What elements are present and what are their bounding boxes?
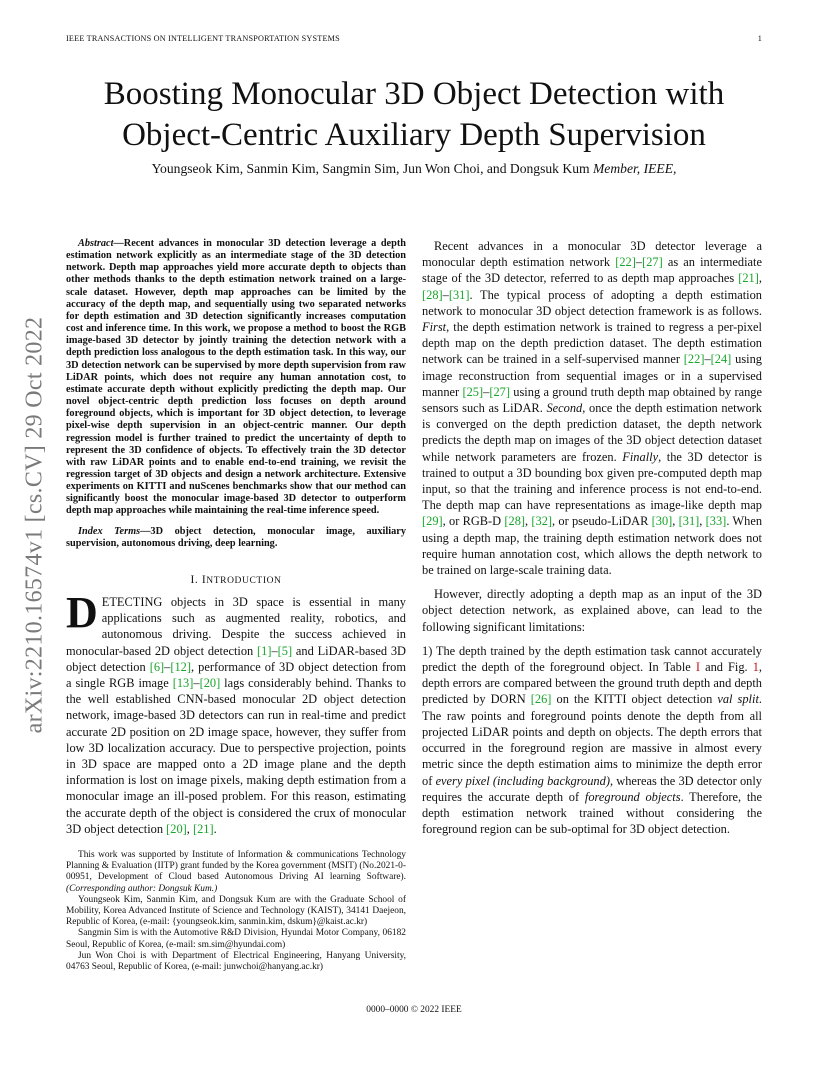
text-run: – [483,384,490,399]
text-run: – [271,643,278,658]
text-run: . The raw points and foreground points denote the depth from all projected LiDAR points and depth on objects. The depth errors that occurred in the foreground region are massive in almost every metric since the depth estimation aims to minimize the depth error of [422,692,762,788]
citation-link[interactable]: [25] [462,384,484,399]
text-run: , performance of 3D object detection from a single RGB image [66,659,406,690]
intro-paragraph-3: However, directly adopting a depth map as an input of the 3D object detection network, as explained above, can lead to the following significant limitations: [422,587,762,634]
text-run: , [758,271,762,286]
citation-link[interactable]: [30] [651,514,673,529]
paper-title [40,74,788,156]
citation-link[interactable]: [13] [172,675,194,690]
copyright-notice: 0000–0000 © 2022 IEEE [366,1005,462,1015]
drop-cap: D [66,587,98,637]
author-names: Youngseok Kim, Sanmin Kim, Sangmin Sim, Jun Won Choi, and Dongsuk Kum [151,161,590,176]
text-run: , depth errors are compared between the ground truth depth and depth predicted by DORN [422,660,763,707]
citation-link[interactable]: [29] [422,514,443,529]
running-head [66,34,762,46]
text-run: . When using a depth map, the training depth estimation network does not require human annotation cost, which allows the depth network to be trained on large-scale training data. [422,514,763,578]
right-column [422,238,762,837]
text-run: Recent advances in a monocular 3D detector leverage a monocular depth estimation network [422,239,762,270]
citation-link[interactable]: [20] [166,821,187,836]
corresponding-author-note: (Corresponding author: Dongsuk Kum.) [66,883,218,894]
text-run: , [672,514,679,529]
text-run: lags considerably behind. Thanks to the well established CNN-based monocular 2D object detection network, image-based 3D detectors can run in real-time and predict accurate 2D position on 2D image space, however, they suffer from low 3D localization accuracy. Due to perspective projection, points in 3D space are mapped onto a 2D image plane and the depth information is lost on image pixels, making depth estimation from a monocular image an ill-posed problem. For this reason, estimating the accurate depth of the object is considered the crux of monocular 3D object detection [66,675,406,836]
section-title-rest: NTRODUCTION [206,575,282,586]
abstract-text: —Recent advances in monocular 3D detection leverage a depth estimation network explicitly as an intermediate stage of the 3D detection network. Depth map approaches yield more accurate depth to objects than other methods thanks to the depth estimation network trained on a large-scale dataset. However, depth map approaches can be limited by the accuracy of the depth map, and sequentially using two separated networks for depth estimation and 3D detection significantly increases computation cost and inference time. In this work, we propose a method to boost the RGB image-based 3D detector by jointly training the detection network with a depth prediction loss analogous to the depth estimation task. In this way, our 3D detection network can be supervised by more depth supervision from raw LiDAR points, which does not require any human annotation cost, to estimate accurate depth without explicitly predicting the depth map. Our novel object-centric depth prediction loss focuses on depth around foreground objects, which is important for 3D object detection, to leverage pixel-wise depth supervision in an object-centric manner. Our depth regression model is further trained to predict the uncertainty of depth to represent the 3D confidence of objects. To effectively train the 3D detector with raw LiDAR points and to enable end-to-end training, we revisit the regression target of 3D objects and design a network architecture. Extensive experiments on KITTI and nuScenes benchmarks show that our method can significantly boost the monocular image-based 3D detector to outperform depth map approaches while maintaining the real-time inference speed. [66,238,406,517]
text-run: . The typical process of adopting a depth estimation network to monocular 3D object detection framework is as follows. [422,287,762,318]
author-list [40,161,788,177]
citation-link[interactable]: [28] [504,514,526,529]
abstract [66,238,406,518]
citation-link[interactable]: [32] [531,514,553,529]
text-run: , [186,821,193,836]
text-run: . [213,821,217,836]
intro-paragraph-2 [422,238,762,578]
citation-link[interactable]: [22] [615,255,636,270]
text-run: and Fig. [700,660,753,675]
text-run: . Therefore, the depth estimation network trained without considering the foreground region can be sub-optimal for 3D object detection. [422,789,762,837]
text-run: , [525,514,532,529]
citation-link[interactable]: [20] [199,675,221,690]
citation-link[interactable]: [28] [422,287,443,302]
citation-link[interactable]: [6] [149,659,165,674]
left-column [66,238,406,837]
citation-link[interactable]: [21] [192,821,214,836]
text-run: – [704,352,711,367]
footnotes [66,850,406,973]
abstract-lead: Abstract [78,238,114,249]
figure-reference-link[interactable]: 1 [752,660,759,675]
citation-link[interactable]: [1] [257,643,272,658]
title-line-1: Boosting Monocular 3D Object Detection with [103,76,725,112]
arxiv-sidebar [20,290,50,760]
footnote-affiliation-hanyang: Jun Won Choi is with Department of Electrical Engineering, Hanyang University, 04763 Seoul, Republic of Korea, (e-mail: junwchoi@hanyang.ac.kr) [66,950,406,973]
citation-link[interactable]: [27] [642,255,663,270]
index-terms-text: —3D object detection, monocular image, auxiliary supervision, autonomous driving, deep learning. [66,525,406,549]
page-number: 1 [757,34,762,43]
journal-name: IEEE TRANSACTIONS ON INTELLIGENT TRANSPORTATION SYSTEMS [66,34,340,43]
author-membership: Member, IEEE, [592,161,677,176]
text-run: ETECTING objects in 3D space is essential in many applications such as augmented reality, robotics, and autonomous driving. Despite the success achieved in monocular-based 2D object detection [66,594,406,658]
emphasis: foreground objects [584,789,681,804]
index-terms-lead: Index Terms [78,525,141,537]
emphasis: First [422,320,447,335]
emphasis: every pixel (including background) [435,773,610,788]
text-run: – [442,287,449,302]
text-run: – [193,675,200,690]
section-numeral: I. [190,573,202,586]
text-run: , the 3D detector is trained to output a 3D bounding box given pre-computed depth map input, so that the training and inference process is not end-to-end. The depth map can have representations as image-like depth map [422,449,762,513]
index-terms [66,526,406,550]
text-run: , the depth estimation network is trained to regress a per-pixel depth map on the depth prediction dataset. The depth estimation network can be trained in a self-supervised manner [422,320,762,367]
citation-link[interactable]: [27] [489,384,510,399]
citation-link[interactable]: [33] [705,514,727,529]
citation-link[interactable]: [12] [170,659,192,674]
text-run: and LiDAR-based 3D object detection [66,643,406,674]
citation-link[interactable]: [22] [683,352,705,367]
text-run: as an intermediate stage of the 3D detector, referred to as depth map approaches [422,255,762,286]
text-run: – [164,659,171,674]
footnote-funding [66,850,406,895]
text-run: , [699,514,706,529]
text-run: , whereas the 3D detector only requires the accurate depth of [422,773,763,804]
intro-paragraph-4 [422,643,762,837]
footnote-affiliation-kaist: Youngseok Kim, Sanmin Kim, and Dongsuk Kum are with the Graduate School of Mobility, Korea Advanced Institute of Science and Technology (KAIST), 34141 Daejeon, Republic of Korea, (e-mail: {youngseok.kim, sanmin.kim, dskum}@kaist.ac.kr) [66,894,406,928]
arxiv-identifier: arXiv:2210.16574v1 [cs.CV] 29 Oct 2022 [21,316,48,734]
citation-link[interactable]: [24] [710,352,732,367]
text-run: using a ground truth depth map obtained by range sensors such as LiDAR. [422,384,762,416]
emphasis: val split [717,692,759,707]
title-line-2: Object-Centric Auxiliary Depth Supervision [122,117,706,153]
citation-link[interactable]: [31] [448,287,470,302]
paragraph-gap [422,635,762,643]
text-run: – [635,255,643,270]
table-reference-link[interactable]: I [695,660,701,675]
citation-link[interactable]: [5] [277,643,293,658]
citation-link[interactable]: [31] [678,514,700,529]
text-run: using image reconstruction from sequential images or in a supervised manner [422,352,762,399]
citation-link[interactable]: [21] [738,271,759,286]
text-run: on the KITTI object detection [551,692,718,707]
intro-paragraph-1 [66,587,406,837]
section-heading-introduction [66,574,406,586]
text-run: , or RGB-D [442,514,505,529]
emphasis: Second [546,401,583,416]
paragraph-gap [422,578,762,586]
text-run: 1) The depth trained by the depth estimation task cannot accurately predict the depth of the foreground object. In Table [422,643,762,675]
section-title-first: I [201,573,207,586]
footnote-affiliation-hyundai: Sangmin Sim is with the Automotive R&D Division, Hyundai Motor Company, 06182 Seoul, Republic of Korea, (e-mail: sm.sim@hyundai.com) [66,928,406,950]
emphasis: Finally [622,449,659,464]
footnote-text: This work was supported by Institute of Information & communications Technology Planning & Evaluation (IITP) grant funded by the Korea government (MSIT) (No.2021-0-00951, Development of Cloud based Autonomous Driving AI learning Software). [66,850,406,883]
text-run: , once the depth estimation network is converged on the depth prediction dataset, the depth network predicts the depth map on images of the 3D object detection dataset while network parameters are frozen. [422,401,762,464]
text-run: , or pseudo-LiDAR [552,514,652,529]
citation-link[interactable]: [26] [530,692,552,707]
